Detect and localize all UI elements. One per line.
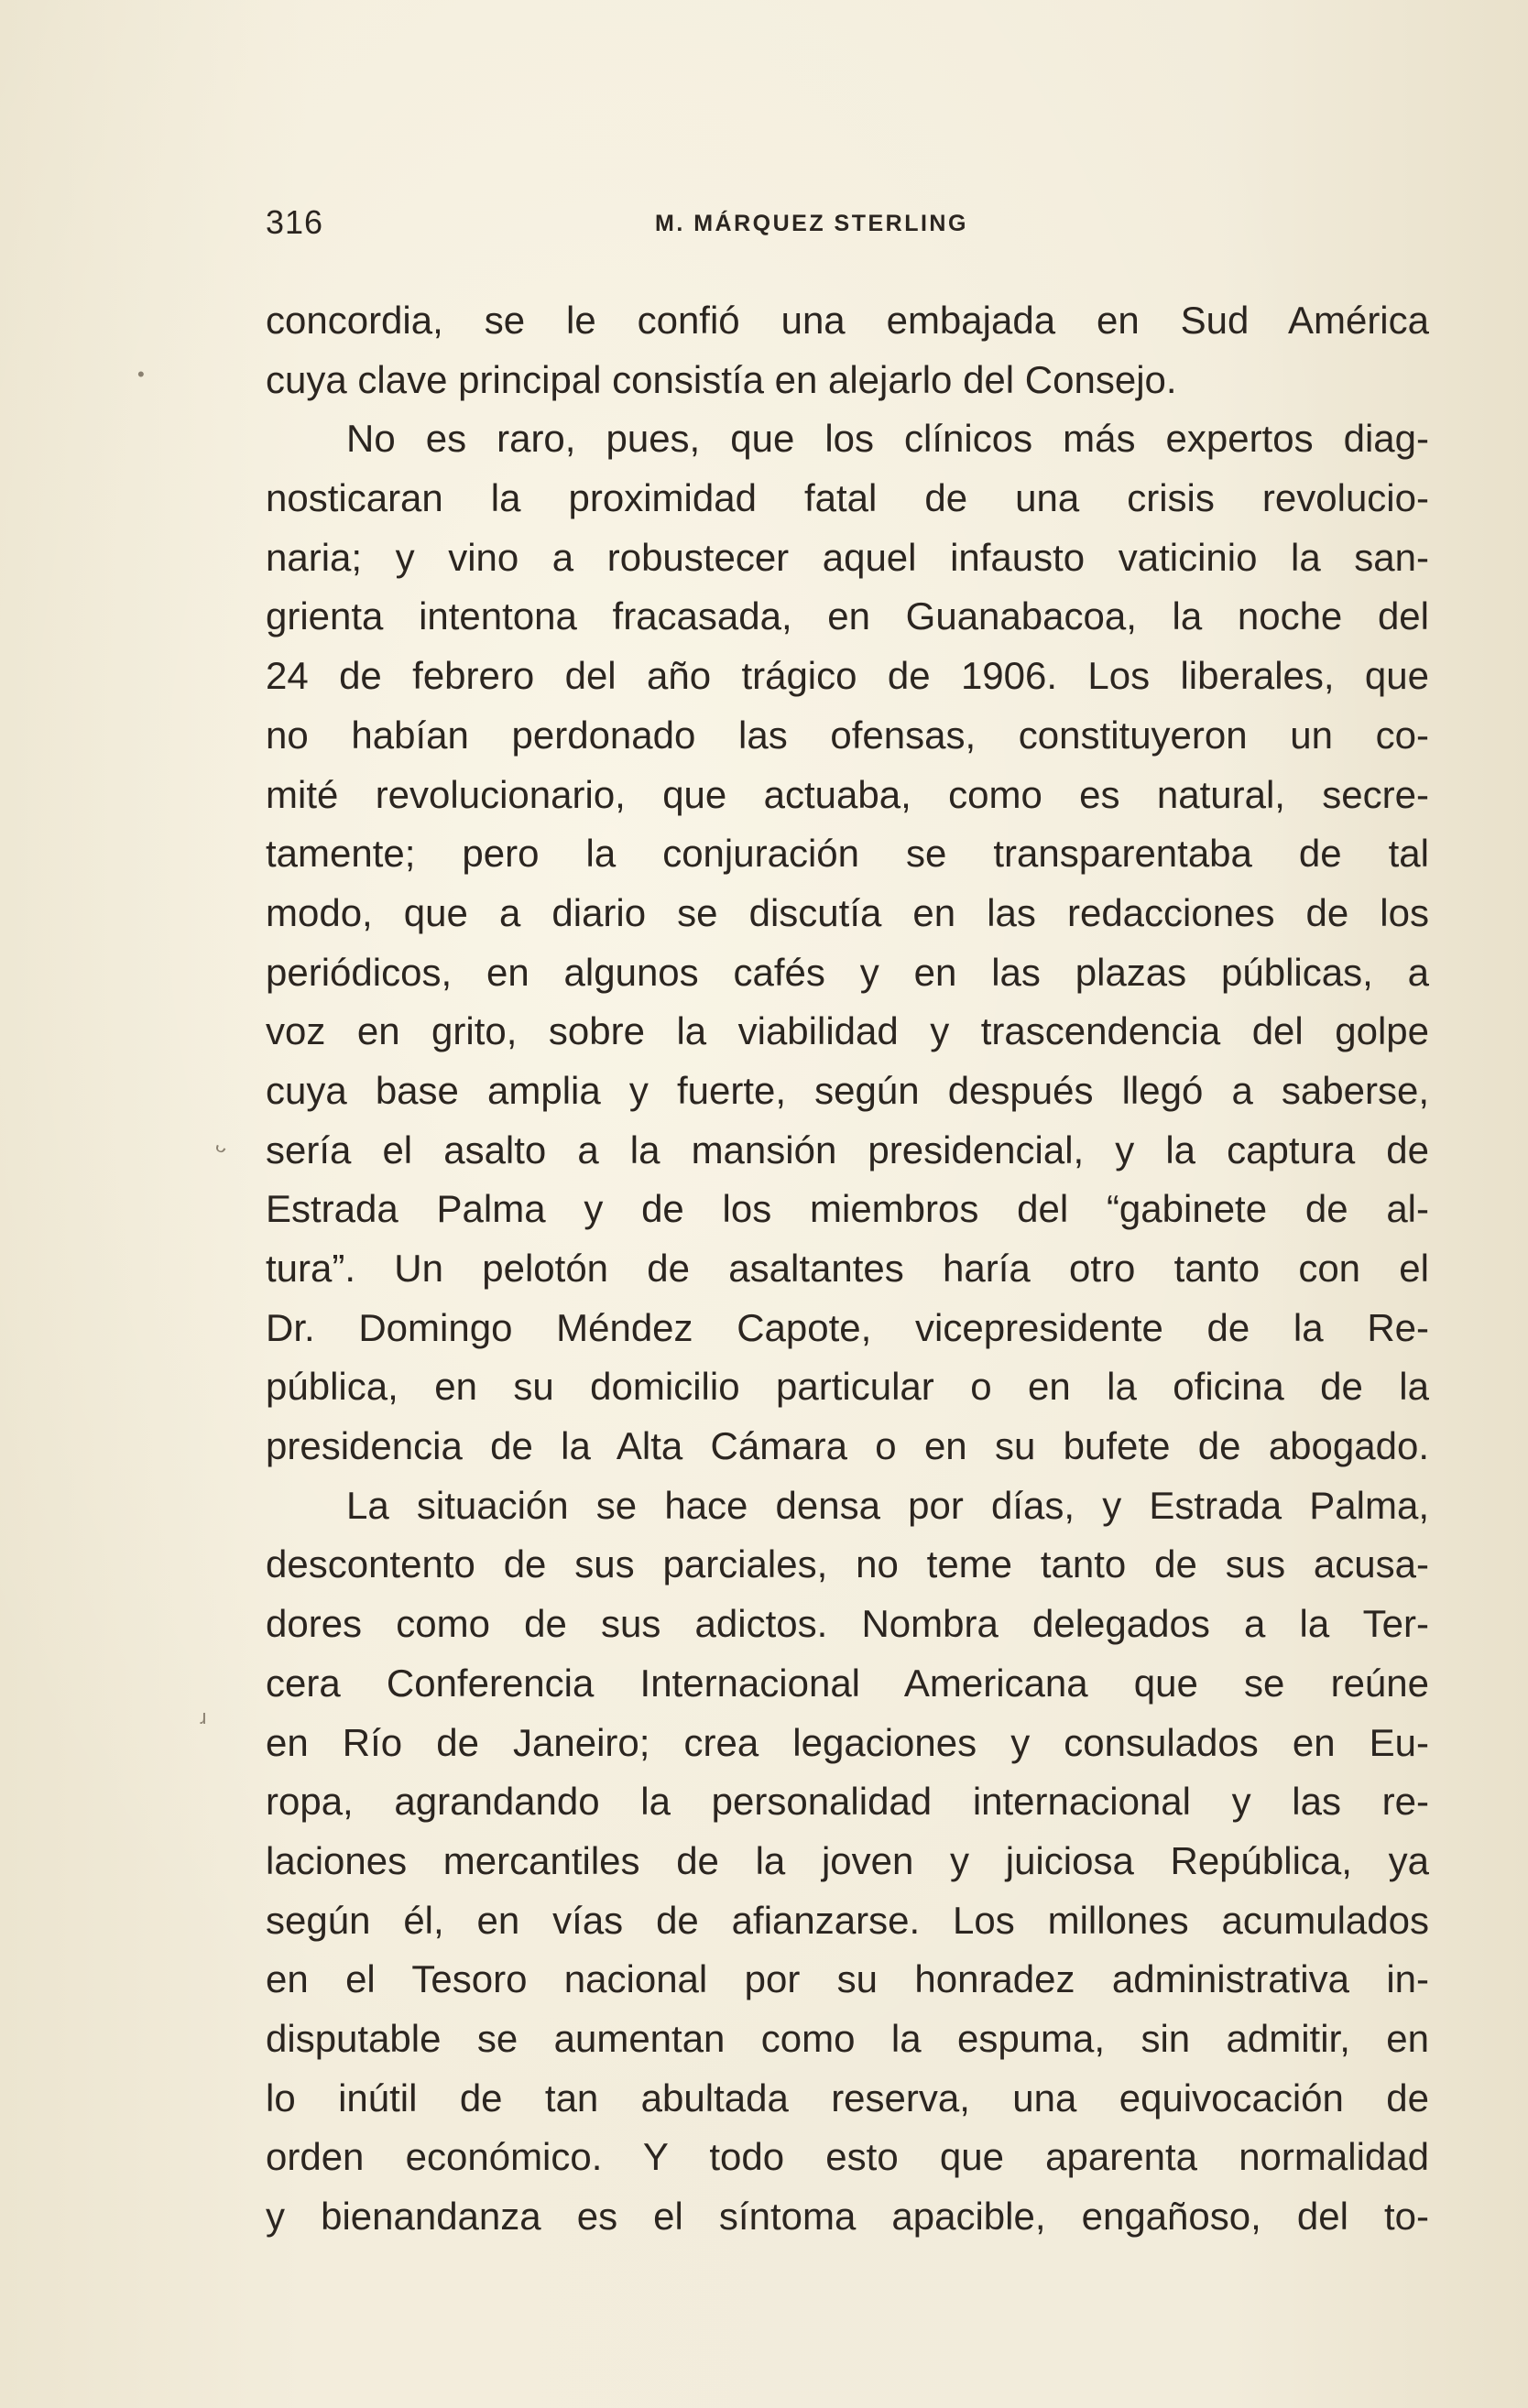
- text-line: cuya clave principal consistía en alejarlo del Consejo.: [266, 357, 1177, 401]
- running-head: [266, 203, 1429, 247]
- text-line: disputable se aumentan como la espuma, sin admitir, en: [266, 2016, 1429, 2060]
- text-line: Dr. Domingo Méndez Capote, vicepresidente de la Re-: [266, 1305, 1429, 1349]
- running-title: M. MÁRQUEZ STERLING: [655, 211, 968, 236]
- text-line: concordia, se le confió una embajada en Sud América: [266, 299, 1429, 342]
- text-line: en el Tesoro nacional por su honradez administrativa in-: [266, 1957, 1429, 2001]
- text-line: según él, en vías de afianzarse. Los millones acumulados: [266, 1898, 1429, 1942]
- text-line: nosticaran la proximidad fatal de una crisis revolucio-: [266, 476, 1429, 520]
- text-line: tamente; pero la conjuración se transparentaba de tal: [266, 832, 1429, 876]
- text-line: dores como de sus adictos. Nombra delegados a la Ter-: [266, 1602, 1429, 1646]
- text-line: mité revolucionario, que actuaba, como es natural, secre-: [266, 772, 1429, 816]
- text-line: cuya base amplia y fuerte, según después llegó a saberse,: [266, 1068, 1429, 1112]
- text-line: descontento de sus parciales, no teme tanto de sus acusa-: [266, 1542, 1429, 1586]
- paragraph-first-line: La situación se hace densa por días, y Estrada Palma,: [346, 1483, 1429, 1527]
- text-line: en Río de Janeiro; crea legaciones y consulados en Eu-: [266, 1720, 1429, 1764]
- text-line: periódicos, en algunos cafés y en las plazas públicas, a: [266, 950, 1429, 994]
- text-line: sería el asalto a la mansión presidencial, y la captura de: [266, 1128, 1429, 1171]
- text-line: lo inútil de tan abultada reserva, una equivocación de: [266, 2076, 1429, 2119]
- margin-dot-mark: •: [137, 363, 145, 386]
- margin-pencil-mark: ᴗ: [212, 1132, 233, 1159]
- text-line: modo, que a diario se discutía en las redacciones de los: [266, 890, 1429, 934]
- text-line: ropa, agrandando la personalidad internacional y las re-: [266, 1780, 1429, 1824]
- page-number: 316: [266, 203, 324, 241]
- text-line: cera Conferencia Internacional Americana que se reúne: [266, 1661, 1429, 1705]
- text-line: 24 de febrero del año trágico de 1906. Los liberales, que: [266, 654, 1429, 698]
- text-line: naria; y vino a robustecer aquel infausto vaticinio la san-: [266, 535, 1429, 579]
- text-line: y bienandanza es el síntoma apacible, engañoso, del to-: [266, 2195, 1429, 2238]
- text-line: pública, en su domicilio particular o en la oficina de la: [266, 1365, 1429, 1409]
- text-line: presidencia de la Alta Cámara o en su bufete de abogado.: [266, 1424, 1429, 1468]
- text-line: laciones mercantiles de la joven y juiciosa República, ya: [266, 1838, 1429, 1882]
- text-line: voz en grito, sobre la viabilidad y trascendencia del golpe: [266, 1009, 1429, 1053]
- text-line: Estrada Palma y de los miembros del “gabinete de al-: [266, 1187, 1429, 1231]
- paragraph-first-line: No es raro, pues, que los clínicos más expertos diag-: [346, 417, 1429, 461]
- margin-pencil-mark: ɹ: [200, 1705, 207, 1728]
- text-line: tura”. Un pelotón de asaltantes haría otro tanto con el: [266, 1247, 1429, 1290]
- body-text: [266, 291, 1429, 2247]
- text-line: orden económico. Y todo esto que aparenta normalidad: [266, 2135, 1429, 2179]
- text-line: no habían perdonado las ofensas, constituyeron un co-: [266, 713, 1429, 757]
- text-line: grienta intentona fracasada, en Guanabacoa, la noche del: [266, 594, 1429, 638]
